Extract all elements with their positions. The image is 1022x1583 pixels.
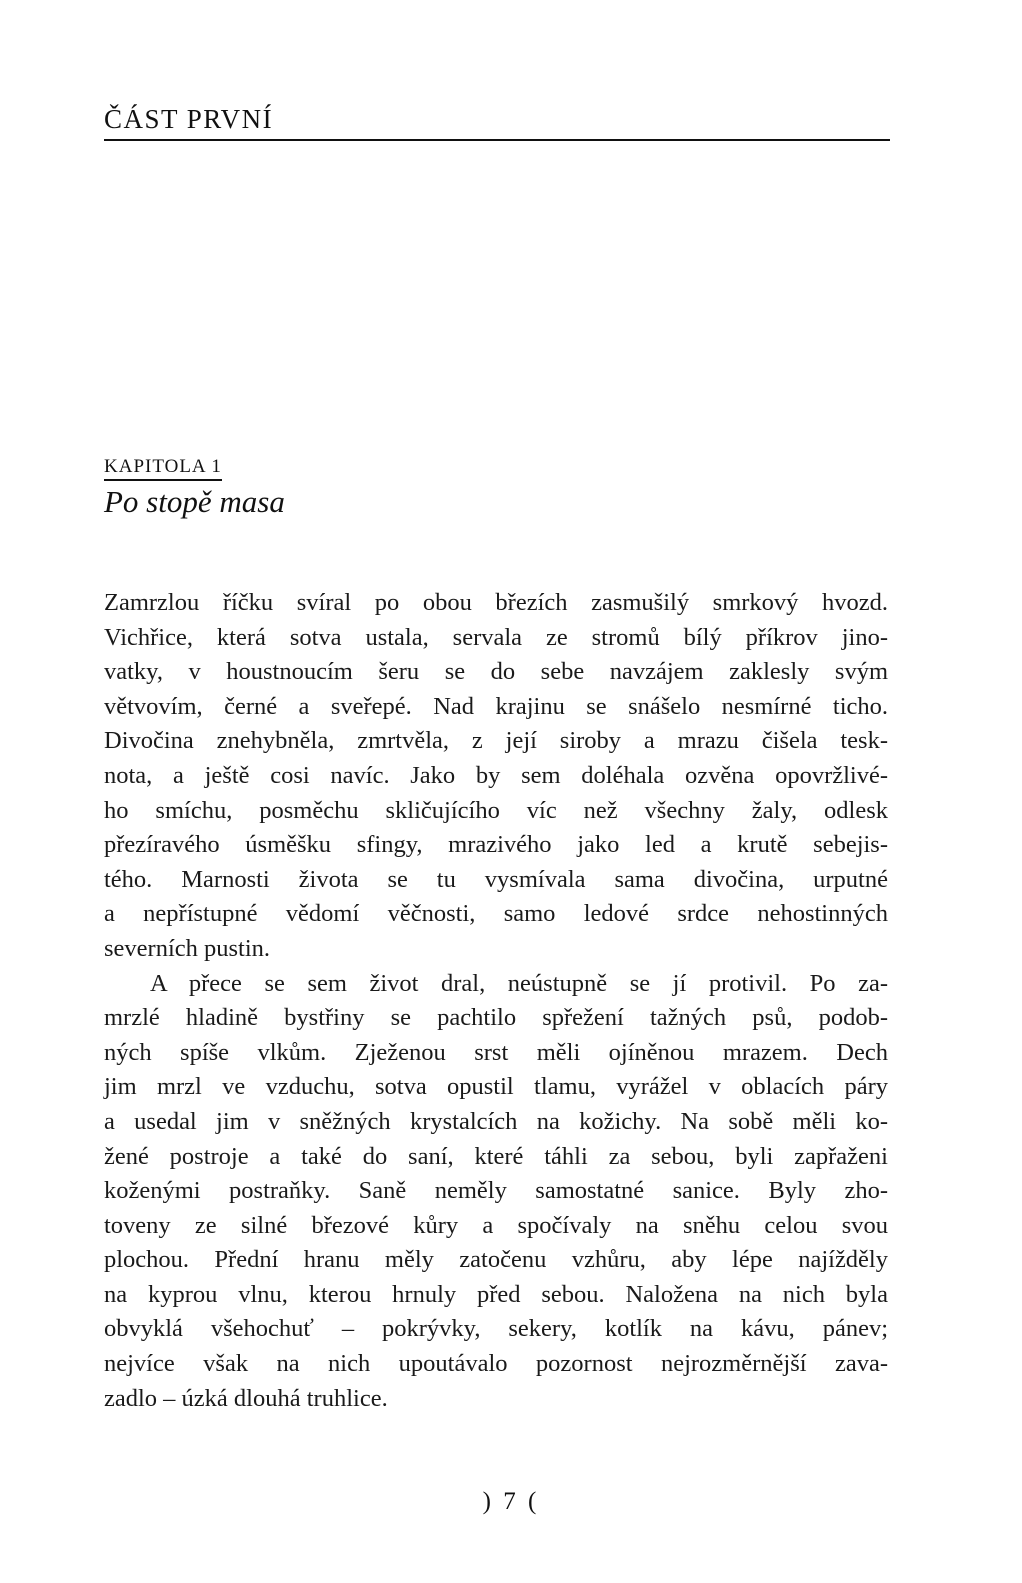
- text-line: ho smíchu, posměchu skličujícího víc než všechny žaly, odlesk: [104, 796, 888, 824]
- part-header: [104, 104, 890, 141]
- text-line: nota, a ještě cosi navíc. Jako by sem doléhala ozvěna opovržlivé-: [104, 761, 888, 789]
- text-line: a usedal jim v sněžných krystalcích na kožichy. Na sobě měli ko-: [104, 1107, 888, 1135]
- text-line: tého. Marnosti života se tu vysmívala sama divočina, urputné: [104, 865, 888, 893]
- text-line: A přece se sem život dral, neústupně se jí protivil. Po za-: [150, 969, 888, 997]
- text-line: ných spíše vlkům. Zježenou srst měli ojíněnou mrazem. Dech: [104, 1038, 888, 1066]
- text-line: na kyprou vlnu, kterou hrnuly před sebou. Naložena na nich byla: [104, 1280, 888, 1308]
- text-line: žené postroje a také do saní, které táhli za sebou, byli zapřaženi: [104, 1142, 888, 1170]
- text-line: mrzlé hladině bystřiny se pachtilo spřežení tažných psů, podob-: [104, 1004, 888, 1032]
- paragraph-2: [104, 967, 888, 1417]
- text-line: jim mrzl ve vzduchu, sotva opustil tlamu, vyrážel v oblacích páry: [104, 1073, 888, 1101]
- header-rule: [104, 139, 890, 141]
- chapter-heading: [104, 456, 285, 521]
- text-line: zadlo – úzká dlouhá truhlice.: [104, 1384, 388, 1412]
- text-line: nejvíce však na nich upoutávalo pozornost nejrozměrnější zava-: [104, 1350, 888, 1378]
- text-line: toveny ze silné březové kůry a spočívaly na sněhu celou svou: [104, 1211, 888, 1239]
- text-line: severních pustin.: [104, 934, 271, 962]
- text-line: Zamrzlou říčku svíral po obou březích zasmušilý smrkový hvozd.: [104, 589, 888, 616]
- text-line: přezíravého úsměšku sfingy, mrazivého jako led a krutě sebejis-: [104, 831, 888, 859]
- text-line: koženými postraňky. Saně neměly samostatné sanice. Byly zho-: [104, 1177, 888, 1205]
- part-title: ČÁST PRVNÍ: [104, 104, 274, 134]
- text-line: plochou. Přední hranu měly zatočenu vzhůru, aby lépe najížděly: [104, 1246, 888, 1274]
- text-line: vatky, v houstnoucím šeru se do sebe navzájem zaklesly svým: [104, 658, 888, 686]
- paragraph-1: [104, 586, 888, 967]
- text-line: Divočina znehybněla, zmrtvěla, z její siroby a mrazu čišela tesk-: [104, 727, 888, 755]
- text-line: Vichřice, která sotva ustala, servala ze stromů bílý příkrov jino-: [104, 623, 888, 651]
- chapter-title: Po stopě masa: [104, 484, 285, 519]
- chapter-label: KAPITOLA 1: [104, 456, 222, 481]
- text-line: větvovím, černé a sveřepé. Nad krajinu se snášelo nesmírné ticho.: [104, 692, 888, 720]
- body-text: [104, 586, 888, 1416]
- page-number: ) 7 (: [482, 1488, 540, 1515]
- text-line: a nepřístupné vědomí věčnosti, samo ledové srdce nehostinných: [104, 900, 888, 928]
- text-line: obvyklá všehochuť – pokrývky, sekery, kotlík na kávu, pánev;: [104, 1315, 888, 1343]
